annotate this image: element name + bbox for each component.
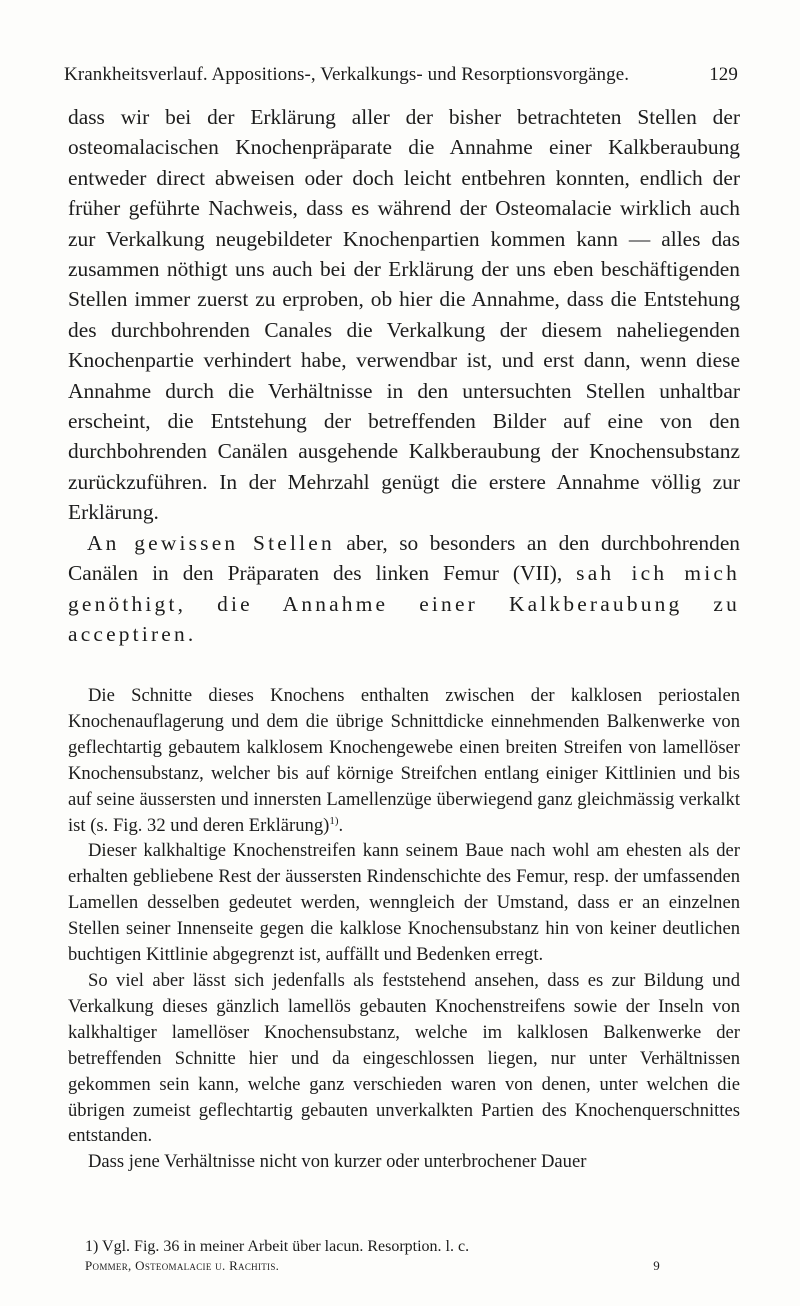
- spaced-phrase-1: An gewissen Stellen: [87, 530, 335, 555]
- main-text: [68, 102, 740, 649]
- footnote-ref-number: 1: [329, 814, 335, 827]
- small-paragraph-2: Dieser kalkhaltige Knochenstreifen kann seinem Baue nach wohl am ehesten als der erhalten gebliebene Rest der äussersten Rindenschichte des Femur, resp. der umfassenden Lamellen desselben gedeutet werden, wenngleich der Umstand, dass er an einzelnen Stellen seiner Innenseite gegen die kalklose Knochensubstanz hin von keiner deutlichen buchtigen Kittlinie abgegrenzt ist, auffällt und Bedenken erregt.: [68, 840, 740, 966]
- footnote-1: 1) Vgl. Fig. 36 in meiner Arbeit über lacun. Resorption. l. c.: [85, 1238, 470, 1255]
- small-paragraph-4: Dass jene Verhältnisse nicht von kurzer oder unterbrochener Dauer: [88, 1151, 587, 1173]
- footnote-ref[interactable]: 1): [329, 814, 339, 827]
- signature-right: 9: [653, 1258, 660, 1273]
- small-paragraph-1: [68, 683, 740, 838]
- running-title: Krankheitsverlauf. Appositions-, Verkalkungs- und Resorptionsvorgänge.: [64, 64, 630, 85]
- page-number: 129: [709, 64, 738, 85]
- footnotes: [85, 1237, 660, 1275]
- small-paragraph-3: So viel aber lässt sich jedenfalls als feststehend ansehen, dass es zur Bildung und Verkalkung dieses gänzlich lamellös gebauten Knochenstreifens sowie der Inseln von kalkhaltiger lamellöser Knochensubstanz, welche im kalklosen Balkenwerke der betreffenden Schnitte hier und da eingeschlossen liegen, nur unter Verhältnissen gekommen sein kann, welche ganz verschieden waren von denen, unter welchen die übrigen zumeist geflechtartig gebauten unverkalkten Partien des Knochenquerschnittes entstanden.: [68, 969, 740, 1147]
- body-paragraph-2: [68, 528, 740, 650]
- signature-left: Pommer, Osteomalacie u. Rachitis.: [85, 1258, 280, 1273]
- spaced-phrase-2: sah ich mich genöthigt, die Annahme einer Kalkberaubung zu acceptiren.: [68, 561, 740, 646]
- small-paragraph-1-end: .: [338, 814, 344, 836]
- body-paragraph-2-middle: aber, so besonders an den durchbohrenden Canälen in den Präparaten des linken Femur (VII),: [68, 530, 741, 586]
- small-paragraph-1-text: Die Schnitte dieses Knochens enthalten zwischen der kalklosen periostalen Knochenauflagerung und dem die übrige Schnittdicke einnehmenden Balkenwerke von geflechtartig gebautem kalklosem Knochengewebe einen breiten Streifen von lamellöser Knochensubstanz, welcher bis auf körnige Streifchen entlang einiger Kittlinien und bis auf seine äussersten und innersten Lamellenzüge überwiegend ganz gleichmässig verkalkt ist (s. Fig. 32 und deren Erklärung): [68, 685, 740, 836]
- signature-line: [85, 1256, 660, 1275]
- body-paragraph-1: dass wir bei der Erklärung aller der bisher betrachteten Stellen der osteomalacischen Knochenpräparate die Annahme einer Kalkberaubung entweder direct abweisen oder doch leicht entbehren konnten, endlich der früher geführte Nachweis, dass es während der Osteomalacie wirklich auch zur Verkalkung neugebildeter Knochenpartien kommen kann — alles das zusammen nöthigt uns auch bei der Erklärung der uns eben beschäftigenden Stellen immer zuerst zu erproben, ob hier die Annahme, dass die Entstehung des durchbohrenden Canales die Verkalkung der diesem naheliegenden Knochenpartie verhindert habe, verwendbar ist, und erst dann, wenn diese Annahme durch die Verhältnisse in den untersuchten Stellen unhaltbar erscheint, die Entstehung der betreffenden Bilder auf eine von den durchbohrenden Canälen ausgehende Kalkberaubung der Knochensubstanz zurückzuführen. In der Mehrzahl genügt die erstere Annahme völlig zur Erklärung.: [68, 105, 740, 525]
- running-header: [64, 64, 738, 86]
- small-print-text: [68, 683, 740, 1175]
